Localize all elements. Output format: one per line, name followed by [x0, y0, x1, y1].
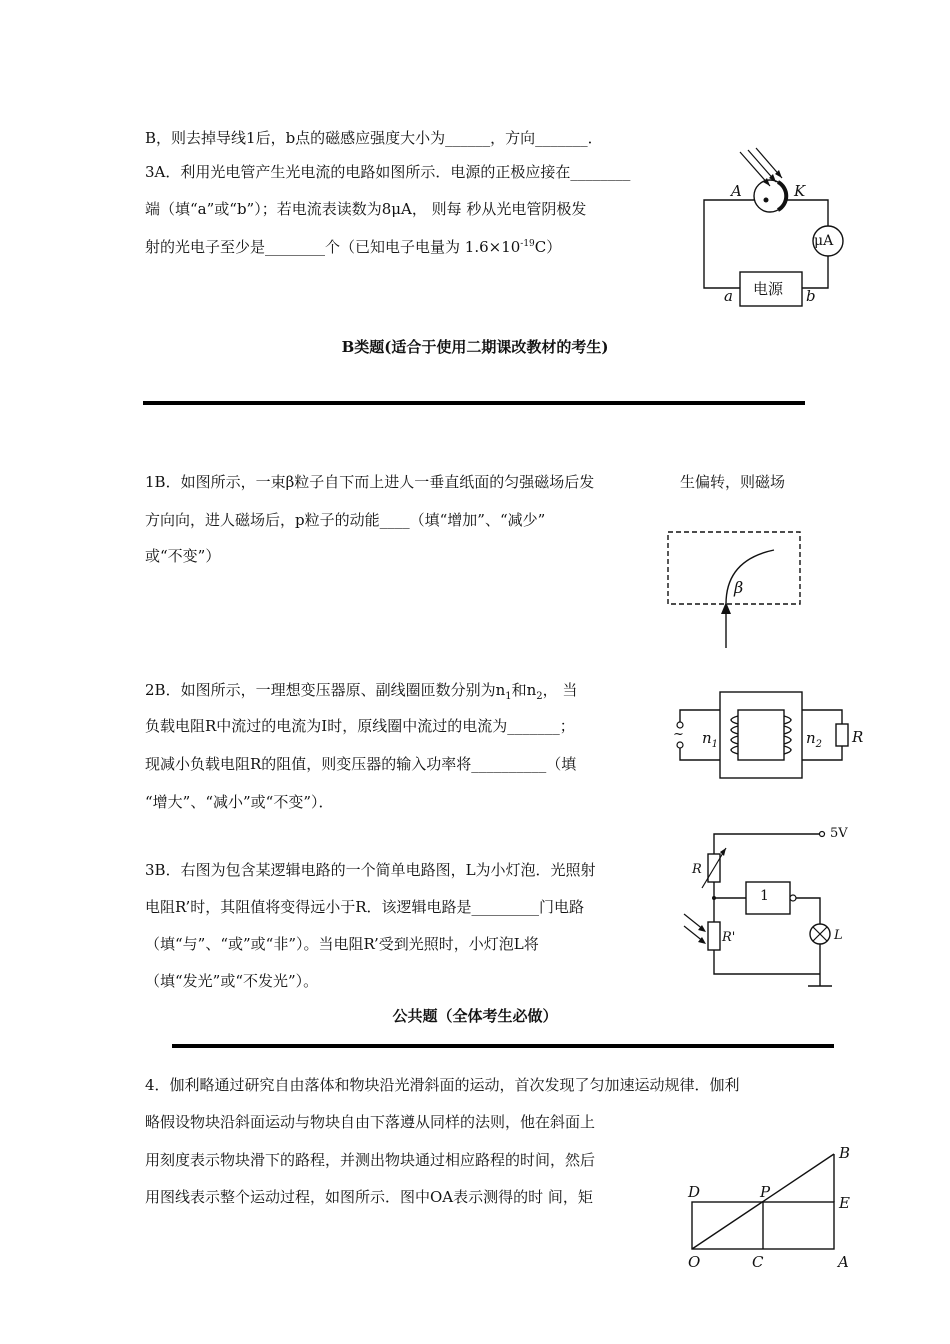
magnetic-field-figure: [666, 530, 806, 650]
q2b-line-4: “增大”、“减小”或“不变”）．: [145, 793, 334, 811]
load-R-label: R: [852, 728, 864, 746]
q1b-line-1: 1B．如图所示，一束β粒子自下而上进人一垂直纸面的匀强磁场后发: [145, 473, 595, 491]
q1b-line-1-right: 生偏转，则磁场: [680, 473, 786, 491]
lamp-L-label: L: [834, 928, 843, 943]
common-section-title: 公共题（全体考生必做）: [392, 1007, 558, 1025]
q2b-line-2: 负载电阻R中流过的电流为I时，原线圈中流过的电流为_______；: [145, 717, 575, 735]
phototube-circuit-figure: [700, 148, 850, 318]
resistor-R-label: R: [692, 862, 702, 877]
galileo-graph-figure: [684, 1140, 854, 1270]
beta-label: β: [734, 578, 744, 597]
q3b-line-1: 3B．右图为包含某逻辑电路的一个简单电路图，L为小灯泡．光照射: [145, 861, 596, 879]
common-section-divider: [172, 1044, 834, 1048]
logic-circuit-figure: [680, 826, 850, 1001]
q4-line-2: 略假设物块沿斜面运动与物块自由下落遵从同样的法则，他在斜面上: [145, 1113, 596, 1131]
logic-gate-label: 1: [760, 888, 769, 904]
point-P-label: P: [760, 1183, 771, 1201]
n2-label: $n_2$: [806, 729, 823, 750]
q3b-line-3: （填“与”、“或”或“非”）。当电阻R’受到光照时，小灯泡L将: [145, 935, 539, 953]
section-divider: [143, 401, 805, 405]
n1-label: $n_1$: [702, 729, 719, 750]
point-D-label: D: [688, 1183, 701, 1201]
point-B-label: B: [839, 1144, 851, 1162]
supply-5v-label: 5V: [830, 826, 848, 841]
point-O-label: O: [688, 1253, 701, 1271]
section-b-title: B类题(适合于使用二期课改教材的考生): [341, 338, 609, 356]
prev-question-line: B，则去掉导线1后，b点的磁感应强度大小为______，方向_______．: [145, 129, 603, 147]
q4-line-4: 用图线表示整个运动过程，如图所示．图中OA表示测得的时 间，矩: [145, 1188, 593, 1206]
power-source-label: 电源: [753, 280, 784, 298]
q3a-line-1: 3A．利用光电管产生光电流的电路如图所示．电源的正极应接在________: [145, 163, 631, 181]
q3b-line-4: （填“发光”或“不发光”）。: [145, 972, 319, 990]
label-K: K: [794, 182, 806, 200]
q4-line-3: 用刻度表示物块滑下的路程，并测出物块通过相应路程的时间，然后: [145, 1151, 596, 1169]
transformer-figure: [672, 690, 864, 785]
q3a-line-3: 射的光电子至少是________个（已知电子电量为 $1.6\times 10^{-19}C$）: [145, 238, 562, 256]
point-A-label: A: [838, 1253, 849, 1271]
q1b-line-2: 方向向，进人磁场后，p粒子的动能____（填“增加”、“减少”: [145, 511, 546, 529]
label-A: A: [731, 182, 742, 200]
point-C-label: C: [752, 1253, 764, 1271]
label-b: b: [806, 287, 816, 305]
q2b-line-3: 现减小负载电阻R的阻值，则变压器的输入功率将__________（填: [145, 755, 577, 773]
point-E-label: E: [839, 1194, 850, 1212]
photoresistor-label: R': [722, 930, 736, 945]
ac-source-symbol: ~: [673, 727, 684, 742]
q3b-line-2: 电阻R’时，其阻值将变得远小于R．该逻辑电路是_________门电路: [145, 898, 585, 916]
q2b-line-1: 2B．如图所示，一理想变压器原、副线圈匝数分别为$n_1$和$n_2$， 当: [145, 681, 578, 702]
label-a: a: [724, 287, 733, 305]
microammeter-label: μA: [814, 233, 834, 249]
q1b-line-3: 或“不变”）: [145, 547, 221, 565]
q3a-line-2: 端（填“a”或“b”）；若电流表读数为8μA， 则每 秒从光电管阴极发: [145, 200, 587, 218]
q4-line-1: 4．伽利略通过研究自由落体和物块沿光滑斜面的运动，首次发现了匀加速运动规律．伽利: [145, 1076, 740, 1094]
